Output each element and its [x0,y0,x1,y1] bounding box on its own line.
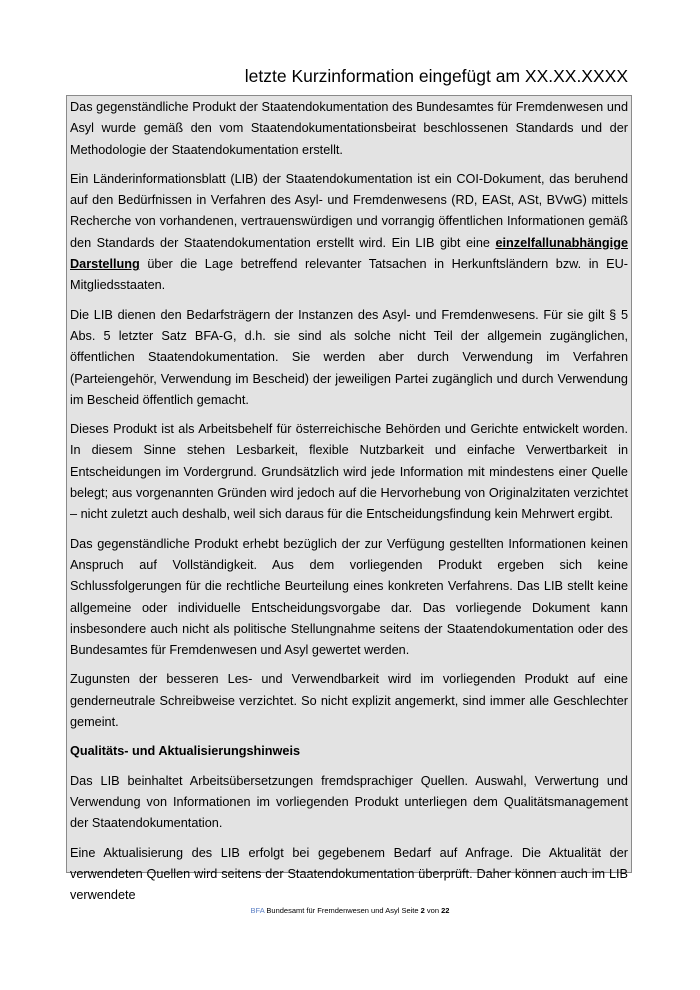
disclaimer-box [66,95,632,903]
paragraph-gender-neutral: Zugunsten der besseren Les- und Verwendbarkeit wird im vorliegenden Produkt auf eine genderneutrale Schreibweise verzichtet. So nicht explizit angemerkt, sind immer alle Geschlechter gemeint. [70,672,628,730]
footer-text: Bundesamt für Fremdenwesen und Asyl Seite [264,906,421,915]
footer-page-total: 22 [441,906,450,915]
paragraph-work-aid: Dieses Produkt ist als Arbeitsbehelf für österreichische Behörden und Gerichte entwickelt worden. In diesem Sinne stehen Lesbarkeit, flexible Nutzbarkeit und einfache Verwertbarkeit in Entscheidungen im Vordergrund. Grundsätzlich wird jede Information mit mindestens einer Quelle belegt; aus vorgenannten Gründen wird jedoch auf die Hervorhebung von Originalzitaten verzichtet – nicht zuletzt auch deshalb, weil sich daraus für die Entscheidungsfindung kein Mehrwert ergibt. [70,422,628,522]
emphasis-einzelfallunabhaengig: einzelfallunabhängige Darstellung [70,235,628,272]
paragraph-product-standards: Das gegenständliche Produkt der Staatendokumentation des Bundesamtes für Fremdenwesen und Asyl wurde gemäß den vom Staatendokumentationsbeirat beschlossenen Standards und der Methodologie der Staatendokumentation erstellt. [70,100,628,157]
paragraph-lib-definition [70,168,628,304]
paragraph-translations: Das LIB beinhaltet Arbeitsübersetzungen fremdsprachiger Quellen. Auswahl, Verwertung und Verwendung von Informationen im vorliegenden Produkt unterliegen dem Qualitätsmanagement der Staatendokumentation. [70,773,628,831]
page-header-title: letzte Kurzinformation eingefügt am XX.XX.XXXX [244,66,628,86]
section-heading-quality: Qualitäts- und Aktualisierungshinweis [70,744,301,759]
paragraph-lib-definition-text-1: Ein Länderinformationsblatt (LIB) der Staatendokumentation ist ein COI-Dokument, das beruhend auf den Bedürfnissen in Verfahren des Asyl- und Fremdenwesens (RD, EASt, ASt, BVwG) mittels Recherche von vorhandenen, vertrauenswürdigen und vorrangig öffentlichen Informationen gemäß den Standards der Staatendokumentation erstellt wird. Ein LIB gibt eine [70,171,628,250]
paragraph-updates: Eine Aktualisierung des LIB erfolgt bei gegebenem Bedarf auf Anfrage. Die Aktualität der verwendeten Quellen wird seitens der Staatendokumentation überprüft. Daher können auch im LIB verwendete [70,845,628,903]
footer-org-abbreviation: BFA [250,906,265,915]
paragraph-lib-access: Die LIB dienen den Bedarfsträgern der Instanzen des Asyl- und Fremdenwesens. Für sie gilt § 5 Abs. 5 letzter Satz BFA-G, d.h. sie sind als solche nicht Teil der allgemein zugänglichen, öffentlichen Staatendokumentation. Sie werden aber durch Verwendung im Verfahren (Parteiengehör, Verwendung im Bescheid) der jeweiligen Partei zugänglich und durch Verwendung im Bescheid öffentlich gemacht. [70,307,628,407]
paragraph-completeness: Das gegenständliche Produkt erhebt bezüglich der zur Verfügung gestellten Informationen keinen Anspruch auf Vollständigkeit. Aus dem vorliegenden Produkt ergeben sich keine Schlussfolgerungen für die rechtliche Beurteilung eines konkreten Verfahrens. Das LIB stellt keine allgemeine oder individuelle Entscheidungsvorgabe dar. Das vorliegende Dokument kann insbesondere auch nicht als politische Stellungnahme seitens der Staatendokumentation oder des Bundesamtes für Fremdenwesen und Asyl gewertet werden. [70,536,628,658]
paragraph-lib-definition-text-2: über die Lage betreffend relevanter Tatsachen in Herkunftsländern bzw. in EU-Mitgliedsstaaten. [70,257,628,293]
footer-of: von [424,906,442,915]
footer-page-number: 2 [420,906,425,915]
page-footer [0,906,700,916]
